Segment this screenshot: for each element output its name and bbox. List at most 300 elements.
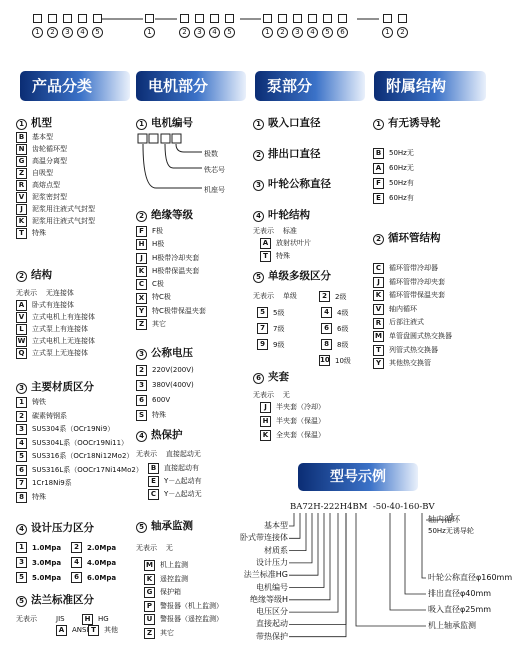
code-number: 4 [209, 27, 220, 38]
code-square [145, 14, 154, 23]
code-desc: 特C极 [152, 293, 171, 302]
code-desc: 特殊 [152, 411, 166, 419]
code-box: S [136, 410, 147, 421]
code-desc: 6.0Mpa [87, 573, 117, 582]
code-number: 1 [262, 27, 273, 38]
code-number: 1 [382, 27, 393, 38]
code-box: 5 [16, 572, 27, 583]
material-item [16, 477, 143, 491]
thermal-item [148, 462, 202, 475]
example-left-label: 电压区分 [256, 607, 288, 617]
code-number: 1 [32, 27, 43, 38]
structure-item [16, 347, 95, 359]
col3-sec4-title: 4 叶轮结构 [253, 207, 310, 222]
code-box: 5 [16, 451, 27, 462]
code-box: V [373, 304, 384, 315]
circulation-item [373, 344, 452, 358]
structure-item [16, 323, 95, 335]
stage-row [253, 355, 351, 366]
example-right-label: 吸入直径φ25mm [428, 605, 492, 614]
bearing-item [144, 559, 223, 573]
example-header: 型号示例 [298, 463, 418, 491]
col1-sec5-title: 5 法兰标准区分 [16, 592, 94, 607]
col1-sec4-title: 4 设计压力区分 [16, 520, 94, 535]
code-desc: 8级 [337, 340, 349, 349]
code-desc: 10级 [335, 356, 351, 365]
code-square [323, 14, 332, 23]
code-desc: 2.0Mpa [87, 543, 117, 552]
col3-sec6-list [260, 400, 325, 442]
code-desc: 其它 [152, 320, 166, 329]
code-box: 7 [16, 478, 27, 489]
code-desc: 放射状叶片 [276, 239, 311, 247]
insulation-item [136, 278, 206, 291]
example-left-label: 设计压力 [256, 557, 288, 567]
code-desc: 2级 [335, 292, 347, 301]
code-desc: 600V [152, 396, 171, 404]
circulation-item [373, 276, 452, 290]
example-left-label: 基本型 [264, 521, 288, 530]
code-box: 3 [16, 557, 27, 568]
machine-type-item [16, 155, 95, 167]
code-box: C [148, 489, 159, 500]
code-box: K [260, 430, 271, 441]
code-desc: 后部注液式 [389, 318, 424, 327]
code-box: B [373, 148, 384, 159]
col1-sec1-title: 1 机型 [16, 115, 52, 130]
code-desc: 警报器（机上监测） [160, 601, 223, 610]
code-box: 10 [320, 356, 330, 364]
example-right-label: 50Hz无诱导轮 [428, 527, 474, 535]
code-box: J [16, 204, 27, 215]
pressure-row [16, 557, 126, 568]
code-desc: Y－△起动无 [164, 490, 202, 498]
code-desc: 高熔点型 [32, 181, 60, 189]
col2-sec1-title: 1 电机编号 [136, 115, 193, 130]
code-desc: 特殊 [276, 252, 290, 260]
stage-row [253, 323, 348, 334]
inducer-item [373, 191, 414, 206]
code-box: J [136, 253, 147, 264]
code-box: Z [16, 168, 27, 179]
code-box: 3 [136, 380, 147, 391]
code-desc: 遥控监测 [160, 574, 188, 583]
code-box: E [373, 193, 384, 204]
code-desc: H极带保温夹套 [152, 266, 200, 275]
col2-sec3-title: 3 公称电压 [136, 345, 193, 360]
code-desc: 铸铁 [32, 398, 46, 406]
voltage-item [136, 393, 194, 408]
insulation-item [136, 225, 206, 238]
machine-type-item [16, 191, 95, 203]
code-number: 3 [194, 27, 205, 38]
code-box: C [373, 263, 384, 274]
code-desc: 立式泵上无连接体 [32, 349, 88, 357]
code-box: 5 [257, 307, 268, 318]
code-square [263, 14, 272, 23]
code-box: E [148, 476, 159, 487]
code-box: R [373, 318, 384, 329]
code-box: H [136, 239, 147, 250]
code-square [293, 14, 302, 23]
code-square [195, 14, 204, 23]
example-right-label: 机上轴承监测 [428, 621, 476, 630]
bearing-item [144, 613, 223, 627]
example-left-label: 电机编号 [256, 582, 288, 592]
code-box: 3 [16, 424, 27, 435]
motor-number-brackets [136, 130, 246, 200]
code-square [93, 14, 102, 23]
circulation-item [373, 289, 452, 303]
code-desc: 立式电机上有连接体 [32, 313, 95, 321]
machine-type-item [16, 203, 95, 215]
code-box: A [16, 300, 27, 311]
example-left-label: 带热保护 [256, 631, 288, 641]
col2-sec4-list [148, 462, 202, 501]
code-desc: 6级 [337, 324, 349, 333]
machine-type-item [16, 131, 95, 143]
code-box: T [260, 251, 271, 262]
code-box: T [16, 228, 27, 239]
col2-sec5-title: 5 轴承监测 [136, 518, 193, 533]
col2-sec4-head: 无表示 直接起动无 [136, 450, 201, 458]
structure-item [16, 311, 95, 323]
example-right-label: 排出直径φ40mm [428, 589, 492, 598]
code-square [278, 14, 287, 23]
motor-label-frame: 机座号 [204, 186, 225, 194]
code-number: 3 [292, 27, 303, 38]
col2-sec3-list [136, 363, 194, 423]
code-desc: 特殊 [32, 229, 46, 237]
col4-sec2-list [373, 262, 452, 371]
machine-type-item [16, 227, 95, 239]
code-box: Z [144, 628, 155, 639]
code-box: G [144, 587, 155, 598]
material-item [16, 410, 143, 424]
code-square [398, 14, 407, 23]
code-square [210, 14, 219, 23]
col1-sec2-title: 2 结构 [16, 267, 52, 282]
example-left-label: 材质系 [264, 545, 288, 555]
code-box: U [144, 614, 155, 625]
code-desc: 碳素铸钢系 [32, 411, 67, 420]
code-box: Z [136, 319, 147, 330]
header-motor: 电机部分 [136, 71, 246, 101]
code-desc: 单管盘圆式热交换器 [389, 331, 452, 340]
code-box: 4 [16, 438, 27, 449]
code-box: M [373, 331, 384, 342]
code-box: K [16, 216, 27, 227]
code-square [338, 14, 347, 23]
material-item [16, 491, 143, 505]
col1-sec2-head: 无表示 无连接体 [16, 289, 74, 297]
bearing-item [144, 600, 223, 614]
code-desc: 7级 [273, 324, 285, 333]
code-desc: 5.0Mpa [32, 573, 62, 582]
code-box: 6 [136, 395, 147, 406]
stage-row [253, 307, 348, 318]
code-desc: 机上监测 [160, 561, 188, 569]
top-code-diagram [33, 14, 453, 40]
thermal-item [148, 475, 202, 488]
code-box: X [136, 293, 147, 304]
code-desc: 特殊 [32, 492, 46, 501]
code-desc: C极 [152, 280, 164, 289]
stage-row [253, 339, 348, 350]
col2-sec4-title: 4 热保护 [136, 427, 183, 442]
code-box: 4 [71, 557, 82, 568]
code-number: 5 [92, 27, 103, 38]
col3-sec5-head: 无表示 单级 [253, 292, 297, 300]
code-box: 6 [16, 465, 27, 476]
code-box: 2 [16, 411, 27, 422]
example-left-label: 直接起动 [256, 619, 288, 629]
code-desc: 高温分离型 [32, 157, 67, 165]
header-pump: 泵部分 [255, 71, 365, 101]
code-desc: 其他热交换管 [389, 359, 431, 368]
machine-type-item [16, 179, 95, 191]
code-box: G [16, 156, 27, 167]
insulation-item [136, 252, 206, 265]
code-box: 2 [319, 291, 330, 302]
example-right-label: 轴内循环 [428, 515, 460, 524]
code-desc: 60Hz无 [389, 164, 414, 172]
code-number: 4 [307, 27, 318, 38]
header-accessory: 附属结构 [374, 71, 486, 101]
code-desc: 1.0Mpa [32, 543, 62, 552]
col3-sec2-title: 2 排出口直径 [253, 146, 321, 161]
code-desc: 列管式热交换器 [389, 345, 438, 354]
code-square [48, 14, 57, 23]
code-box: K [144, 574, 155, 585]
code-desc: 直接起动有 [164, 464, 199, 472]
inducer-item [373, 146, 414, 161]
voltage-item [136, 363, 194, 378]
code-box: H [260, 416, 271, 427]
header-product-category: 产品分类 [20, 71, 130, 101]
code-desc: 特C极带保温夹套 [152, 306, 206, 315]
code-box: J [260, 402, 271, 413]
col3-sec4-head: 无表示 标准 [253, 227, 297, 235]
code-desc: H极 [152, 240, 165, 249]
col1-sec4-grid [16, 542, 126, 587]
structure-item [16, 335, 95, 347]
code-number: 1 [144, 27, 155, 38]
material-item [16, 464, 143, 478]
code-number: 6 [337, 27, 348, 38]
code-desc: 泥浆用注液式气封型 [32, 217, 95, 225]
col2-sec5-head: 无表示 无 [136, 544, 173, 552]
code-square [225, 14, 234, 23]
code-desc: 60Hz有 [389, 194, 414, 202]
code-box: 2 [71, 542, 82, 553]
code-desc: 基本型 [32, 133, 53, 141]
code-desc: 其它 [160, 628, 174, 637]
material-item [16, 437, 143, 451]
bearing-item [144, 627, 223, 641]
code-desc: 1Cr18Ni9系 [32, 479, 72, 487]
material-item [16, 423, 143, 437]
code-desc: 齿轮循环型 [32, 145, 67, 153]
code-desc: 立式电机上无连接体 [32, 337, 95, 345]
code-box: 1 [16, 542, 27, 553]
code-desc: 警报器（遥控监测） [160, 615, 223, 623]
col3-sec1-title: 1 吸入口直径 [253, 115, 321, 130]
code-square [308, 14, 317, 23]
code-box: 8 [321, 339, 332, 350]
code-square [383, 14, 392, 23]
machine-type-item [16, 215, 95, 227]
col3-sec4-list [260, 237, 311, 263]
code-number: 4 [77, 27, 88, 38]
code-box: R [16, 180, 27, 191]
circulation-item [373, 303, 452, 317]
code-desc: SUS316系（OCr18Ni12Mo2） [32, 452, 134, 460]
code-desc: F极 [152, 227, 164, 235]
code-number: 2 [179, 27, 190, 38]
bearing-item [144, 573, 223, 587]
code-box: Y [373, 358, 384, 369]
code-box: K [373, 290, 384, 301]
insulation-item [136, 305, 206, 318]
code-box: 8 [16, 492, 27, 503]
inducer-item [373, 176, 414, 191]
code-box: 6 [321, 323, 332, 334]
code-desc: 4.0Mpa [87, 558, 117, 567]
code-box: N [16, 144, 27, 155]
code-desc: 半夹套（冷却） [276, 403, 325, 411]
circulation-item [373, 330, 452, 344]
code-number: 3 [62, 27, 73, 38]
jacket-item [260, 428, 325, 442]
code-box: 9 [257, 339, 268, 350]
code-desc: 50Hz无 [389, 149, 414, 157]
material-item [16, 450, 143, 464]
code-box: 4 [321, 307, 332, 318]
pressure-row [16, 572, 126, 583]
code-box: T [373, 345, 384, 356]
code-desc: 自吸型 [32, 169, 53, 177]
material-item [16, 396, 143, 410]
code-desc: H极带冷却夹套 [152, 253, 200, 262]
insulation-item [136, 291, 206, 304]
code-number: 2 [277, 27, 288, 38]
code-box: K [136, 266, 147, 277]
code-box: 7 [257, 323, 268, 334]
machine-type-item [16, 143, 95, 155]
code-desc: SUS304系（OCr19Ni9） [32, 425, 115, 433]
code-box: V [16, 312, 27, 323]
code-box: 1 [16, 397, 27, 408]
circulation-item [373, 357, 452, 371]
code-desc: 轴内循环 [389, 304, 417, 313]
col2-sec5-list [144, 559, 223, 640]
col1-sec3-title: 3 主要材质区分 [16, 379, 94, 394]
impeller-item [260, 237, 311, 250]
code-square [63, 14, 72, 23]
code-box: F [373, 178, 384, 189]
voltage-item [136, 408, 194, 423]
motor-label-poles: 极数 [204, 150, 218, 158]
code-square [180, 14, 189, 23]
code-square [33, 14, 42, 23]
code-desc: 4级 [337, 308, 349, 317]
code-number: 5 [224, 27, 235, 38]
code-desc: 立式泵上有连接体 [32, 325, 88, 333]
code-desc: 循环管带保温夹套 [389, 291, 445, 300]
code-desc: 卧式有连接体 [32, 301, 74, 309]
code-desc: 220V(200V) [152, 366, 194, 374]
col3-sec6-title: 6 夹套 [253, 369, 289, 384]
code-desc: 3.0Mpa [32, 558, 62, 567]
example-right-label: 叶轮公称直径φ160mm [428, 573, 512, 582]
code-desc: 380V(400V) [152, 381, 194, 389]
code-box: 6 [71, 572, 82, 583]
example-left-label: 绝缘等级H [249, 594, 288, 604]
code-box: V [16, 192, 27, 203]
insulation-item [136, 238, 206, 251]
example-left-label: 法兰标准HG [243, 570, 288, 580]
code-box: A [260, 238, 271, 249]
code-desc: 9级 [273, 340, 285, 349]
example-code: BA72H-222H4BM -50-40-160-BV [290, 502, 435, 512]
code-desc: 5级 [273, 308, 285, 317]
code-desc: 循环管带冷却器 [389, 264, 438, 272]
col4-sec2-title: 2 循环管结构 [373, 230, 441, 245]
jacket-item [260, 414, 325, 428]
machine-type-item [16, 167, 95, 179]
code-box: L [16, 324, 27, 335]
code-desc: 泥浆密封型 [32, 193, 67, 201]
code-box: F [136, 226, 147, 237]
col2-sec2-list [136, 225, 206, 331]
insulation-item [136, 265, 206, 278]
code-box: Q [16, 348, 27, 359]
code-number: 2 [47, 27, 58, 38]
code-desc: Y－△起动有 [164, 477, 202, 485]
col1-sec1-list [16, 131, 95, 239]
insulation-item [136, 318, 206, 331]
code-box: P [144, 601, 155, 612]
structure-item [16, 299, 95, 311]
motor-number-diagram [136, 130, 246, 200]
code-box: A [373, 163, 384, 174]
circulation-item [373, 316, 452, 330]
code-desc: 泥浆用注液式气封型 [32, 205, 95, 213]
code-desc: 保护箱 [160, 588, 181, 596]
col4-sec1-title: 1 有无诱导轮 [373, 115, 441, 130]
col1-sec5-list: 无表示 JIS H HG A ANSI T 其他 [16, 615, 118, 634]
impeller-item [260, 250, 311, 263]
col3-sec3-title: 3 叶轮公称直径 [253, 176, 331, 191]
col1-sec3-list [16, 396, 143, 504]
thermal-item [148, 488, 202, 501]
code-desc: SUS316L系（OOCr17Ni14Mo2） [32, 465, 143, 474]
col4-sec1-list [373, 146, 414, 206]
code-desc: SUS304L系（OOCr19Ni11） [32, 438, 129, 447]
col2-sec2-title: 2 绝缘等级 [136, 207, 193, 222]
code-desc: 全夹套（保温） [276, 431, 325, 439]
code-square [78, 14, 87, 23]
bearing-item [144, 586, 223, 600]
jacket-item [260, 400, 325, 414]
motor-label-core: 铁芯号 [204, 166, 225, 174]
code-box: 2 [136, 365, 147, 376]
example-left-label: 卧式带连接体 [240, 533, 288, 543]
code-number: 2 [397, 27, 408, 38]
inducer-item [373, 161, 414, 176]
code-box: B [16, 132, 27, 143]
